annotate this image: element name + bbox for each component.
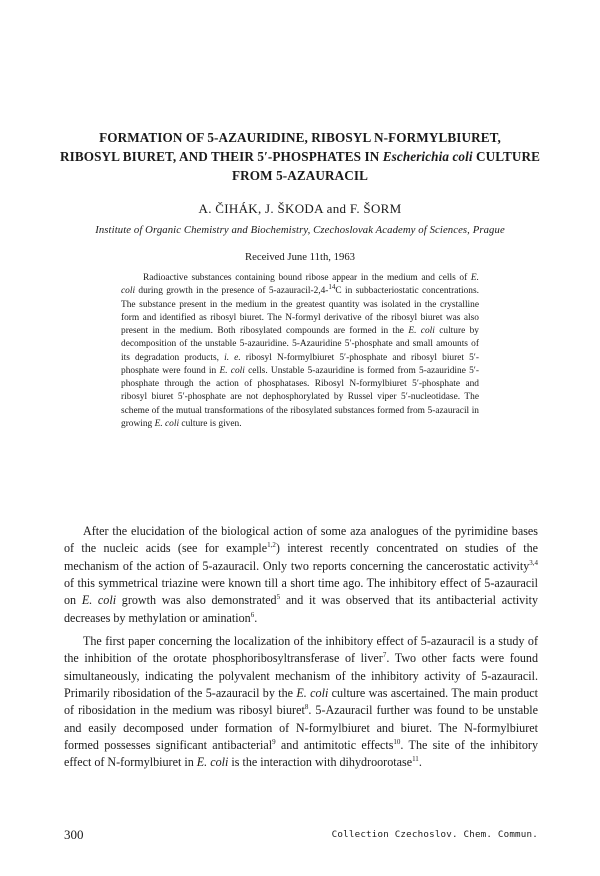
body-text-run: After the elucidation of the biological action of some aza analogues of the pyrimidine bases of the nucleic acids (see for example [64,524,538,556]
body-text [64,523,538,778]
body-italic: E. coli [296,686,329,701]
citation-ref: 1,2 [267,541,276,550]
abstract-italic: E. coli [121,273,479,297]
abstract-text: Radioactive substances containing bound ribose appear in the medium and cells of [143,273,471,283]
abstract-text: during growth in the presence of 5-azauracil-2,4- [135,286,329,297]
body-text-run: . Two other facts were found simultaneously, indicating the polyvalent mechanism of the inhibitory activity of 5-azauracil. Primarily ribosidation of the 5-azauracil by the [64,651,539,701]
body-text-run: The first paper concerning the localization of the inhibitory effect of 5-azauracil is a study of the inhibition of the orotate phosphoribosyltransferase of liver [64,634,538,666]
citation-ref: 3,4 [529,558,538,567]
journal-footer: Collection Czechoslov. Chem. Commun. [331,829,538,840]
received-date: Received June 11th, 1963 [244,251,356,263]
page-number: 300 [64,827,84,842]
abstract-superscript: 14 [328,283,336,292]
title-line-2-start: RIBOSYL BIURET, AND THEIR 5′-PHOSPHATES IN [59,149,383,164]
authors: A. ČIHÁK, J. ŠKODA and F. ŠORM [198,201,402,216]
body-text-run: . [254,610,258,625]
body-text-run: . 5-Azauracil further was found to be unstable and easily decomposed under formation of N-formylbiuret and biuret. The N-formylbiuret formed possesses significant antibacterial [64,703,538,753]
citation-ref: 10 [393,738,401,747]
title-line-1: FORMATION OF 5-AZAURIDINE, RIBOSYL N-FORMYLBIURET, [99,130,501,145]
abstract-italic: E. coli [408,326,435,336]
body-text-run: culture was ascertained. The main product of ribosidation in the medium was ribosyl biuret [64,686,538,718]
body-text-run: and antimitotic effects [275,738,394,753]
institute: Institute of Organic Chemistry and Biochemistry, Czechoslovak Academy of Sciences, Prague [95,224,505,236]
body-text-run: . [418,755,422,770]
body-text-run: of this symmetrical triazine were known till a short time ago. The inhibitory effect of 5-azauracil on [64,576,538,608]
body-text-run: . The site of the inhibitory effect of N-formylbiuret in [64,738,538,770]
citation-ref: 9 [272,738,276,747]
citation-ref: 6 [250,610,255,619]
title-line-3: FROM 5-AZAURACIL [231,168,369,183]
abstract-text: culture by decomposition of the unstable 5-azauridine. 5-Azauridine 5′-phosphate and small amounts of its degradation products, [121,326,479,363]
body-italic: E. coli [81,593,117,608]
citation-ref: 5 [276,593,281,602]
title-line-2 [40,147,560,166]
abstract-text: culture is given. [179,418,242,429]
abstract-italic: E. coli [219,365,245,376]
abstract-italic: i. e. [224,352,241,363]
body-text-run: and it was observed that its antibacterial activity decreases by methylation or amination [64,593,538,625]
title-organism: Escherichia coli [382,149,473,164]
body-italic: E. coli [196,755,229,770]
article-title [40,128,560,185]
body-paragraph-1 [64,523,538,627]
body-paragraph-2 [64,633,538,772]
citation-ref: 11 [412,755,419,764]
abstract-paragraph [121,272,479,431]
abstract [121,272,479,431]
abstract-text: C in subbacteriostatic concentrations. The substance present in the medium in the greatest quantity was isolated in the crystalline form and identified as ribosyl biuret. The N-formyl derivative of the ribosyl biuret was also present in the medium. Both ribosylated compounds are formed in the [121,286,479,336]
title-line-2-end: CULTURE [472,149,540,164]
abstract-italic: E. coli [154,418,180,429]
citation-ref: 7 [382,651,387,660]
body-text-run: ) interest recently concentrated on studies of the mechanism of the action of 5-azauracil. Only two reports concerning the cancerostatic activity [64,541,538,573]
body-text-run: is the interaction with dihydroorotase [228,755,413,770]
abstract-text: cells. Unstable 5-azauridine is formed from 5-azauridine 5′-phosphate through the action of phosphatases. Ribosyl N-formylbiuret 5′-phosphate and ribosyl biuret 5′-phosphate are not dephosphorylated by Russel viper 5′-nucleotidase. The scheme of the mutual transformations of the ribosylated substances formed from 5-azauracil in growing [121,365,479,429]
abstract-text: ribosyl N-formylbiuret 5′-phosphate and ribosyl biuret 5′-phosphate were found in [121,352,479,376]
citation-ref: 8 [304,703,309,712]
body-text-run: growth was also demonstrated [116,593,277,608]
